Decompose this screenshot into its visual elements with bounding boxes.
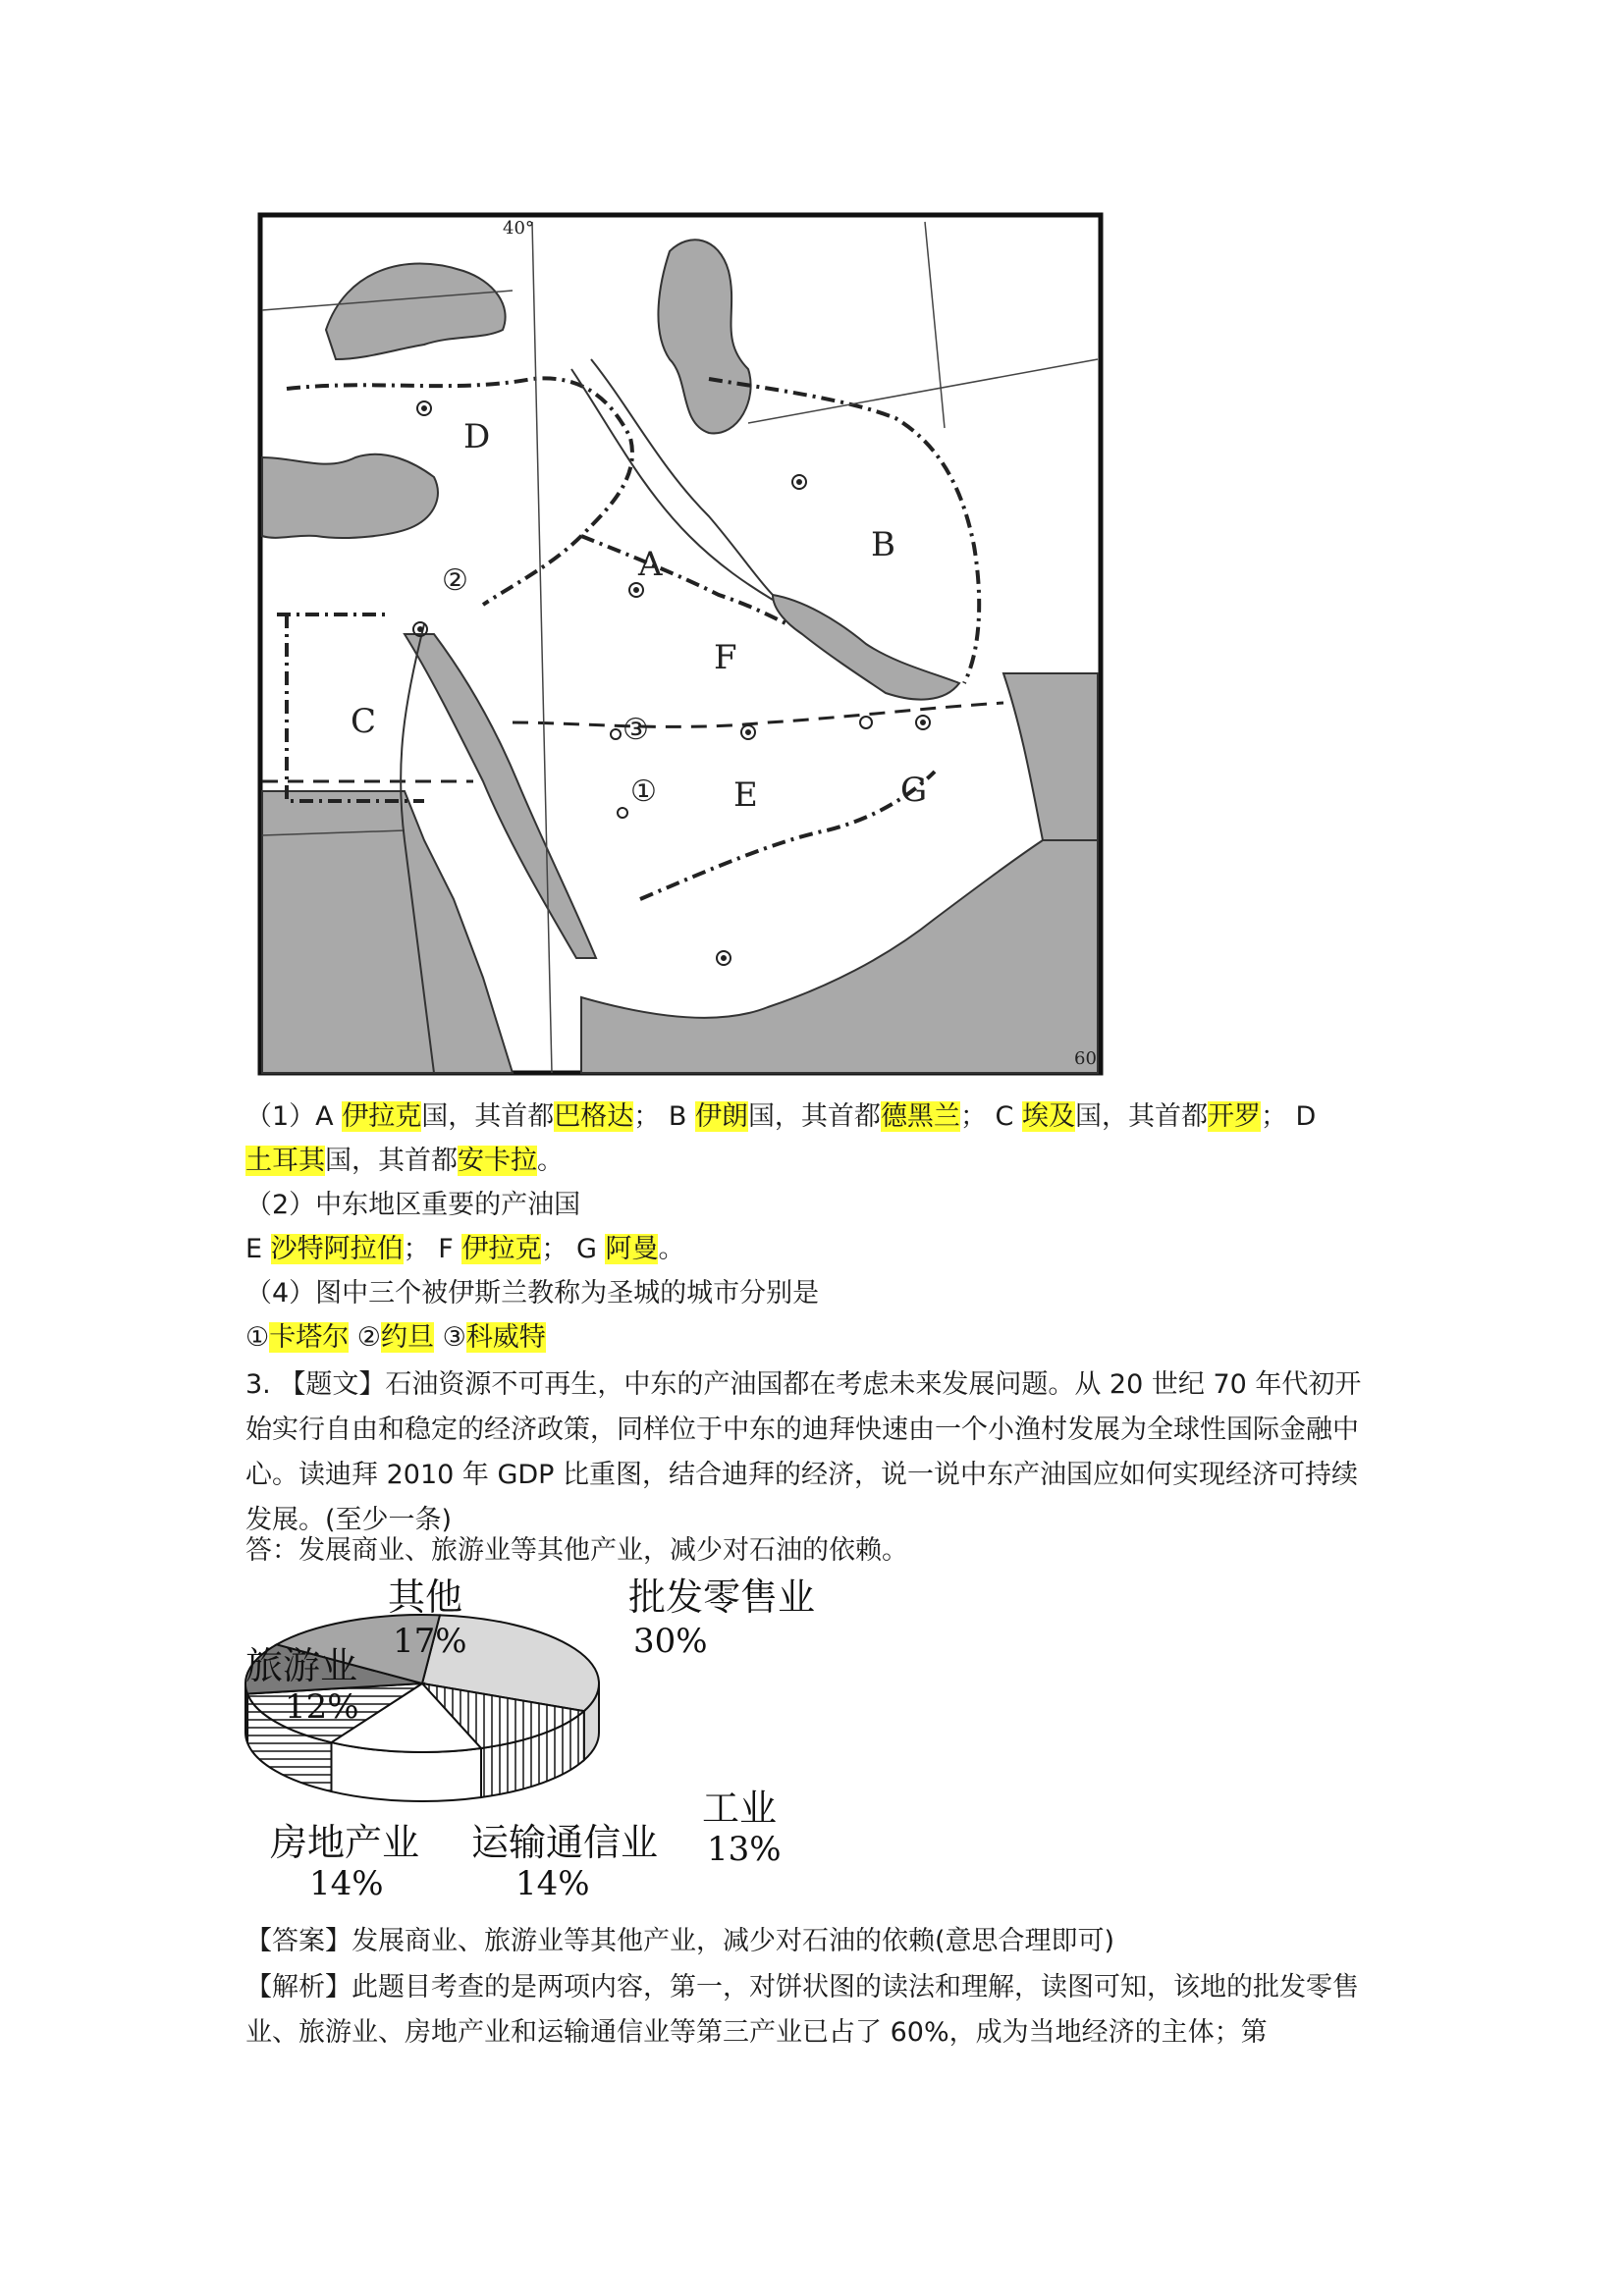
pie-label-1: 工业: [702, 1787, 778, 1830]
q2-e-prefix: E: [245, 1234, 271, 1264]
map-city-3: ③: [623, 713, 649, 747]
q1-t7: 国，其首都: [325, 1146, 458, 1176]
q1-d-capital: 安卡拉: [458, 1146, 537, 1176]
q1-c-capital: 开罗: [1207, 1101, 1261, 1132]
map-svg: [257, 212, 1104, 1076]
q1-b-country: 伊朗: [694, 1101, 748, 1132]
map-label-b: B: [871, 525, 895, 564]
mediterranean-sea: [262, 454, 438, 538]
q4-c3: 科威特: [465, 1322, 546, 1353]
q4-c1-mark: ①: [245, 1322, 270, 1353]
q3-text: 3. 【题文】石油资源不可再生，中东的产油国都在考虑未来发展问题。从 20 世纪 70 年代初开始实行自由和稳定的经济政策，同样位于中东的迪拜快速由一个小渔村发展为全球性国际金融中心。读迪拜 2010 年 GDP 比重图，结合迪拜的经济，说一说中东产油国应如何实现经济可持续发展。(至少一条): [245, 1369, 1362, 1535]
q1-t6: ； D: [1260, 1101, 1317, 1132]
q2-f-prefix: ； F: [403, 1234, 462, 1264]
q2-title: （2）中东地区重要的产油国: [245, 1190, 581, 1220]
q1-t4: ； C: [959, 1101, 1022, 1132]
pie-pct-1: 13%: [707, 1830, 782, 1869]
gdp-pie-chart: [245, 1575, 816, 1904]
pie-label-0: 批发零售业: [628, 1575, 816, 1619]
answer-line: 【答案】发展商业、旅游业等其他产业，减少对石油的依赖(意思合理即可): [245, 1926, 1115, 1956]
q1-t2: ； B: [633, 1101, 695, 1132]
meridian-corner-label: 60: [1074, 1048, 1097, 1069]
q3-question: [245, 1362, 1384, 1543]
q1-b-capital: 德黑兰: [880, 1101, 960, 1132]
q1-t3: 国，其首都: [747, 1101, 881, 1132]
q1-t1: 国，其首都: [421, 1101, 555, 1132]
q4-c3-mark: ③: [434, 1322, 466, 1353]
q4-title: （4）图中三个被伊斯兰教称为圣城的城市分别是: [245, 1278, 820, 1308]
q2-g-prefix: ； G: [541, 1234, 606, 1264]
q4-c1: 卡塔尔: [269, 1322, 350, 1353]
q1-d-country: 土耳其: [245, 1146, 325, 1176]
map-label-g: G: [900, 771, 928, 810]
pie-pct-4: 12%: [285, 1687, 359, 1727]
q1-a-capital: 巴格达: [554, 1101, 634, 1132]
map-city-2: ②: [442, 563, 468, 598]
pie-pct-3: 14%: [309, 1864, 384, 1903]
middle-east-map: [257, 212, 1104, 1076]
analysis-paragraph: [245, 1965, 1384, 2056]
analysis-text: 【解析】此题目考查的是两项内容，第一，对饼状图的读法和理解，读图可知，该地的批发零售业、旅游业、房地产业和运输通信业等第三产业已占了 60%，成为当地经济的主体；第: [245, 1972, 1359, 2048]
map-label-a: A: [638, 545, 663, 584]
map-label-d: D: [463, 417, 491, 456]
pie-label-4: 旅游业: [245, 1644, 358, 1687]
q4-c2: 约旦: [381, 1322, 435, 1353]
map-label-f: F: [714, 638, 737, 677]
pie-pct-5: 17%: [393, 1622, 467, 1661]
pie-label-5: 其他: [388, 1575, 463, 1619]
q2-g-answer: 阿曼: [605, 1234, 659, 1264]
q2-answers: [245, 1230, 684, 1269]
q4-answers: [245, 1318, 546, 1358]
q1-line-2: [245, 1142, 564, 1181]
q3-student-answer: 答：发展商业、旅游业等其他产业，减少对石油的依赖。: [245, 1535, 908, 1566]
q4-c2-mark: ②: [349, 1322, 382, 1353]
q1-c-country: 埃及: [1021, 1101, 1075, 1132]
q2-f-answer: 伊拉克: [461, 1234, 542, 1264]
pie-label-3: 房地产业: [270, 1821, 420, 1864]
q1-prefix: （1）A: [245, 1101, 343, 1132]
map-label-c: C: [351, 702, 377, 741]
map-city-1: ①: [630, 774, 657, 809]
q1-line-1: [245, 1097, 1316, 1137]
q1-t8: 。: [537, 1146, 564, 1176]
pie-label-2: 运输通信业: [471, 1821, 659, 1864]
q2-e-answer: 沙特阿拉伯: [270, 1234, 404, 1264]
map-label-e: E: [733, 775, 758, 815]
meridian-top-label: 40°: [503, 218, 534, 239]
q1-t5: 国，其首都: [1074, 1101, 1208, 1132]
q2-end: 。: [658, 1234, 685, 1264]
pie-svg: [245, 1575, 816, 1904]
pie-pct-2: 14%: [515, 1864, 590, 1903]
pie-pct-0: 30%: [633, 1622, 708, 1661]
q1-a-country: 伊拉克: [342, 1101, 422, 1132]
